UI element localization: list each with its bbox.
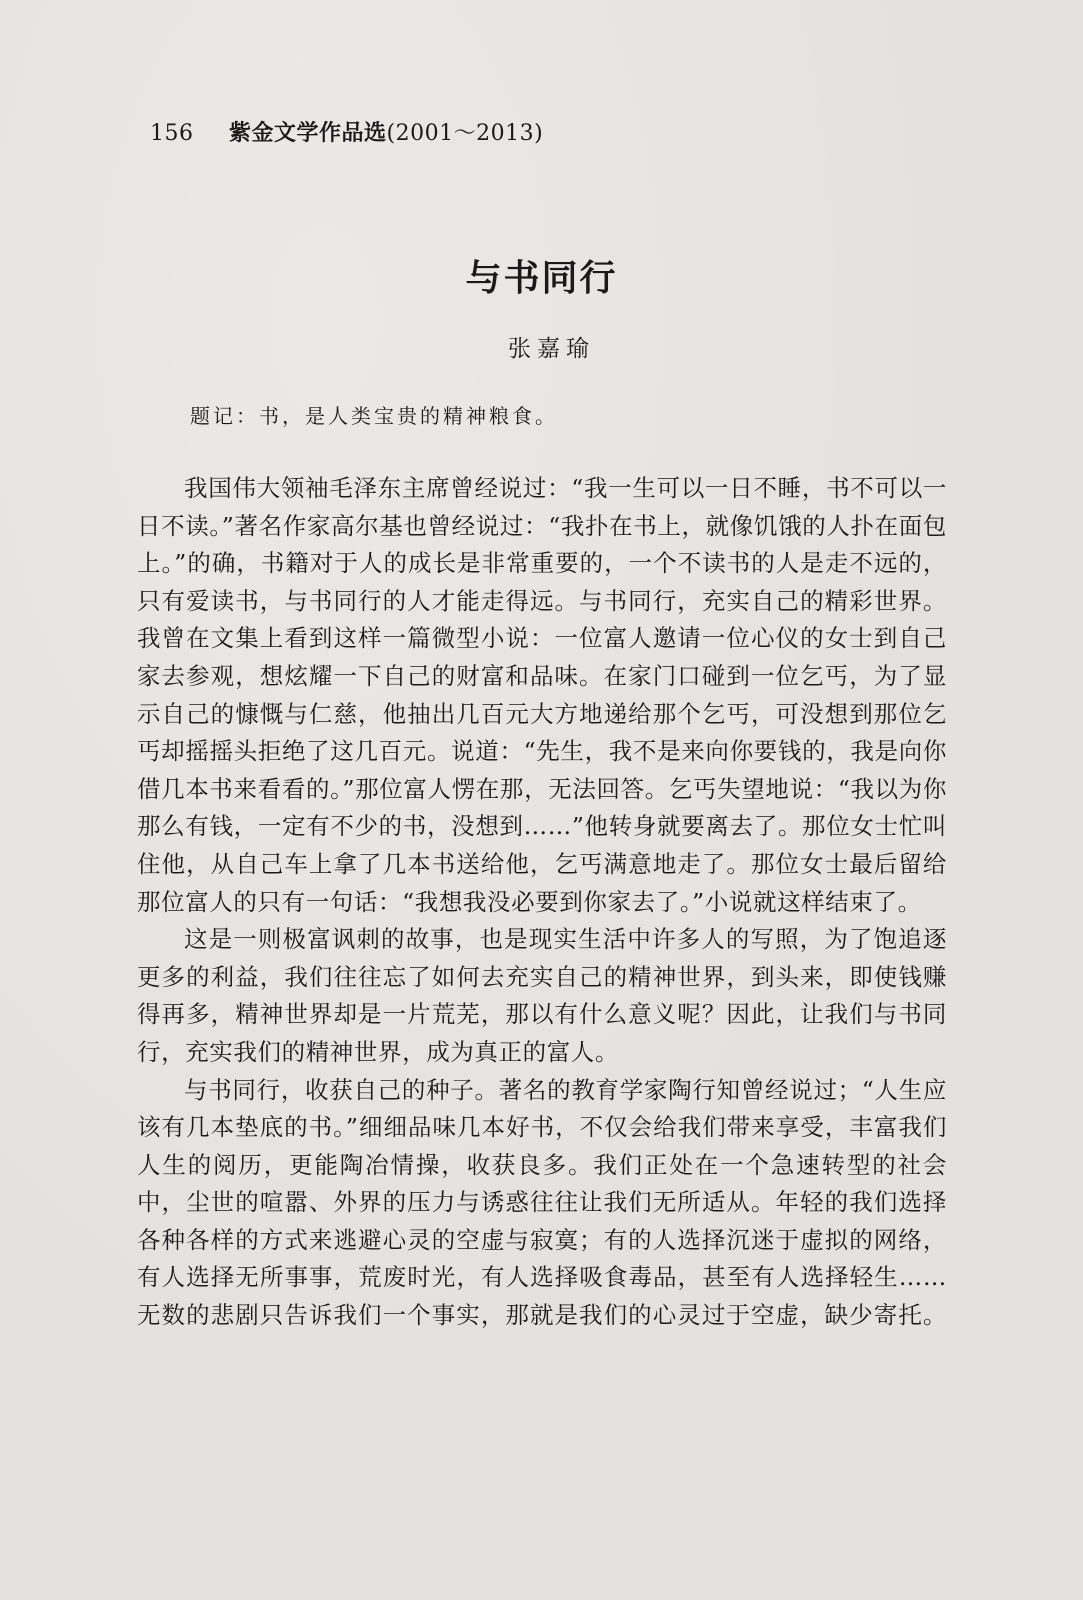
article-body — [137, 470, 947, 1335]
paragraph: 与书同行，收获自己的种子。著名的教育学家陶行知曾经说过；“人生应该有几本垫底的书。”细细品味几本好书，不仅会给我们带来享受，丰富我们人生的阅历，更能陶冶情操，收获良多。我们正处在一个急速转型的社会中，尘世的喧嚣、外界的压力与诱惑往往让我们无所适从。年轻的我们选择各种各样的方式来逃避心灵的空虚与寂寞；有的人选择沉迷于虚拟的网络，有人选择无所事事，荒废时光，有人选择吸食毒品，甚至有人选择轻生……无数的悲剧只告诉我们一个事实，那就是我们的心灵过于空虚，缺少寄托。 — [137, 1075, 947, 1330]
page-number: 156 — [150, 121, 194, 146]
article-title: 与书同行 — [465, 258, 618, 299]
running-head — [150, 116, 543, 147]
article-author: 张嘉瑜 — [508, 336, 595, 362]
epigraph: 题记：书，是人类宝贵的精神粮食。 — [190, 404, 558, 428]
paragraph: 这是一则极富讽刺的故事，也是现实生活中许多人的写照，为了饱追逐更多的利益，我们往往忘了如何去充实自己的精神世界，到头来，即使钱赚得再多，精神世界却是一片荒芜，那以有什么意义呢？因此，让我们与书同行，充实我们的精神世界，成为真正的富人。 — [137, 925, 947, 1066]
book-years: (2001～2013) — [386, 121, 544, 146]
paragraph: 我国伟大领袖毛泽东主席曾经说过：“我一生可以一日不睡，书不可以一日不读。”著名作家高尔基也曾经说过：“我扑在书上，就像饥饿的人扑在面包上。”的确，书籍对于人的成长是非常重要的，一个不读书的人是走不远的，只有爱读书，与书同行的人才能走得远。与书同行，充实自己的精彩世界。我曾在文集上看到这样一篇微型小说：一位富人邀请一位心仪的女士到自己家去参观，想炫耀一下自己的财富和品味。在家门口碰到一位乞丐，为了显示自己的慷慨与仁慈，他抽出几百元大方地递给那个乞丐，可没想到那位乞丐却摇摇头拒绝了这几百元。说道：“先生，我不是来向你要钱的，我是向你借几本书来看看的。”那位富人愣在那，无法回答。乞丐失望地说：“我以为你那么有钱，一定有不少的书，没想到……”他转身就要离去了。那位女士忙叫住他，从自己车上拿了几本书送给他，乞丐满意地走了。那位女士最后留给那位富人的只有一句话：“我想我没必要到你家去了。”小说就这样结束了。 — [137, 474, 947, 916]
book-title: 紫金文学作品选 — [229, 121, 387, 146]
